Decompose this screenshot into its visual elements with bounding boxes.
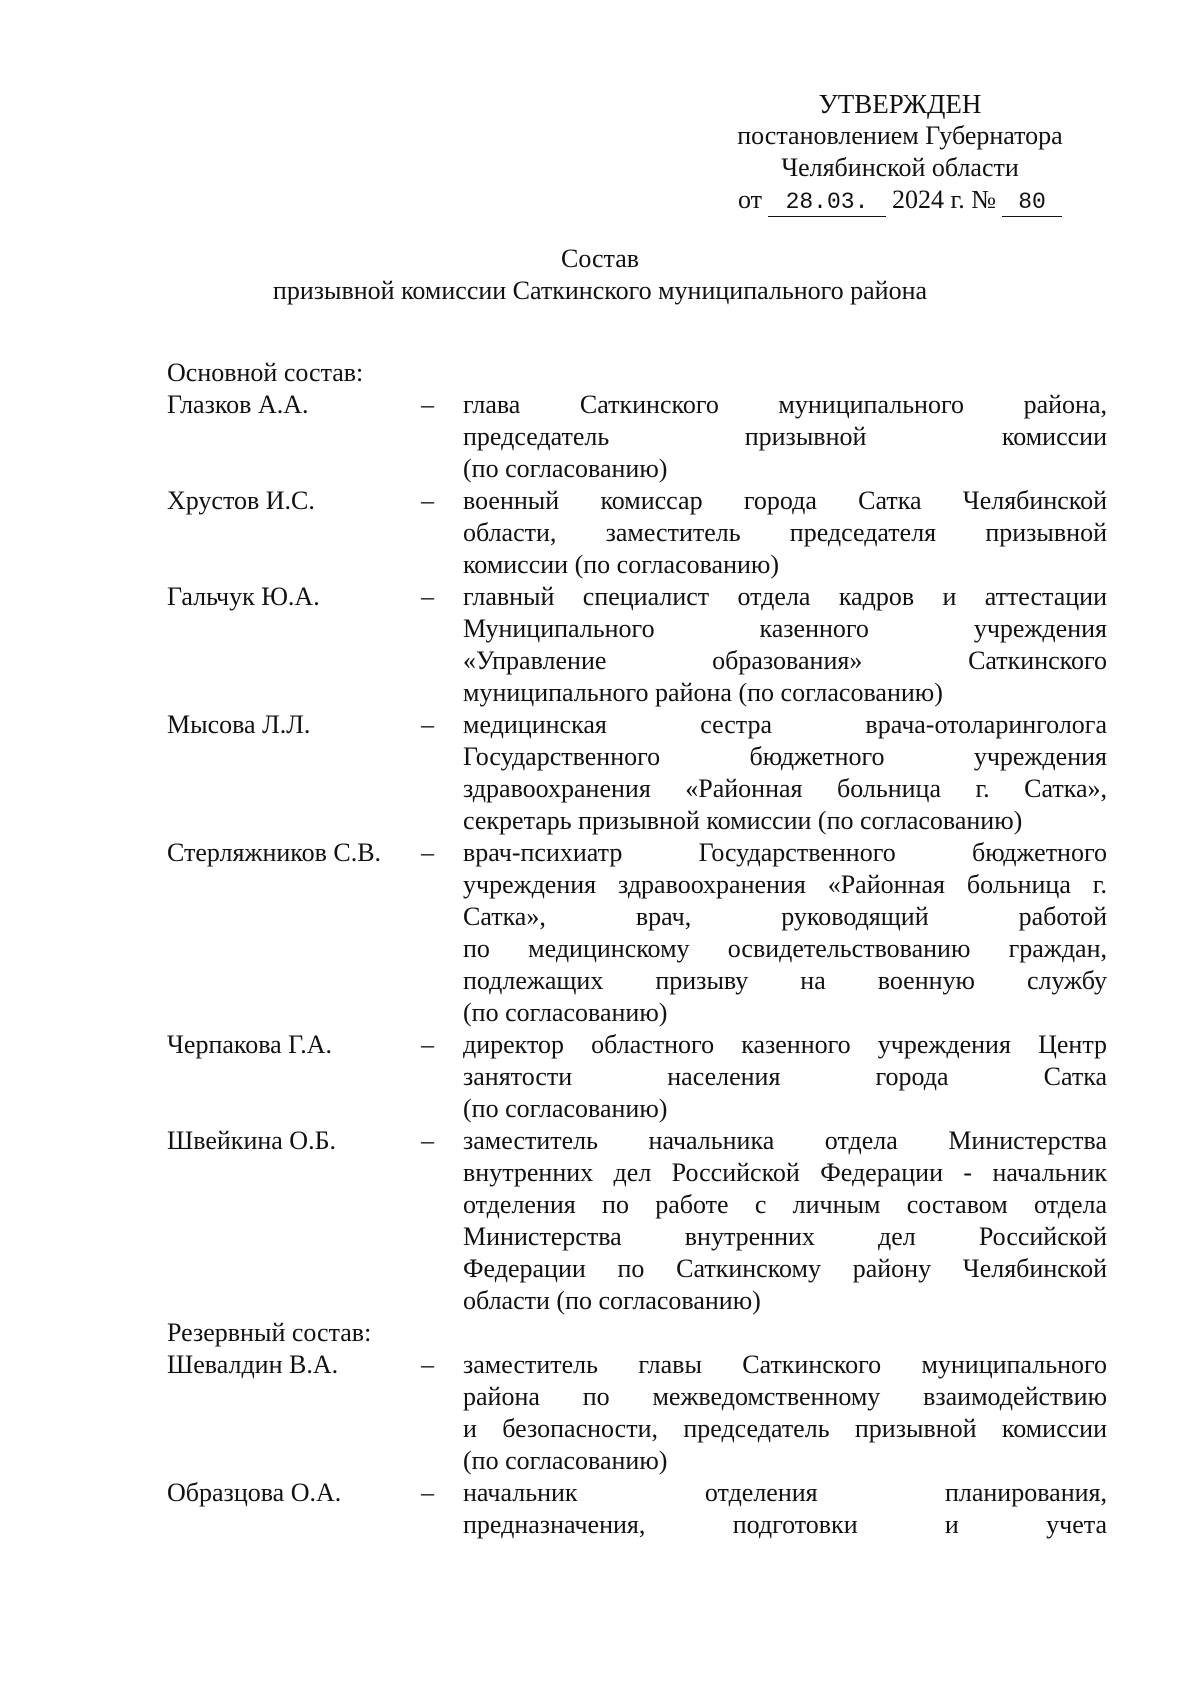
- position-line: Федерации по Саткинскому району Челябинской: [463, 1254, 1107, 1283]
- member-dash: –: [421, 1030, 434, 1059]
- member-name: Гальчук Ю.А.: [167, 582, 320, 611]
- approval-block: [690, 88, 1110, 216]
- member-dash: –: [421, 1126, 434, 1155]
- position-line: председатель призывной комиссии: [463, 422, 1107, 451]
- position-line: области (по согласованию): [463, 1286, 761, 1315]
- member-entry: [167, 1349, 1107, 1477]
- position-line: предназначения, подготовки и учета: [463, 1510, 1107, 1539]
- position-line: подлежащих призыву на военную службу: [463, 966, 1107, 995]
- position-line: по медицинскому освидетельствованию граждан,: [463, 934, 1107, 963]
- member-dash: –: [421, 1478, 434, 1507]
- position-line: занятости населения города Сатка: [463, 1062, 1107, 1091]
- member-entry: [167, 709, 1107, 837]
- member-entry: [167, 837, 1107, 1029]
- member-position: [463, 837, 1107, 1029]
- position-line: директор областного казенного учреждения Центр: [463, 1030, 1107, 1059]
- member-entry: [167, 1029, 1107, 1125]
- member-position: [463, 485, 1107, 581]
- member-position: [463, 581, 1107, 709]
- position-line: врач-психиатр Государственного бюджетного: [463, 838, 1107, 867]
- position-line: здравоохранения «Районная больница г. Сатка»,: [463, 774, 1107, 803]
- member-position: [463, 1477, 1107, 1541]
- member-entry: [167, 1477, 1107, 1541]
- member-position: [463, 1349, 1107, 1477]
- commission-list: [167, 357, 1107, 1541]
- position-line: учреждения здравоохранения «Районная больница г.: [463, 870, 1107, 899]
- reserve-members: [167, 1349, 1107, 1541]
- position-line: отделения по работе с личным составом отдела: [463, 1190, 1107, 1219]
- position-line: и безопасности, председатель призывной комиссии: [463, 1414, 1107, 1443]
- member-position: [463, 1029, 1107, 1125]
- member-dash: –: [421, 390, 434, 419]
- member-position: [463, 709, 1107, 837]
- document-heading: [150, 243, 1050, 307]
- position-line: комиссии (по согласованию): [463, 550, 779, 579]
- main-section-label: Основной состав:: [167, 358, 364, 387]
- position-line: (по согласованию): [463, 1446, 668, 1475]
- position-line: области, заместитель председателя призывной: [463, 518, 1107, 547]
- position-line: (по согласованию): [463, 454, 668, 483]
- main-members: [167, 389, 1107, 1317]
- member-dash: –: [421, 486, 434, 515]
- approval-line-1: постановлением Губернатора: [737, 121, 1063, 150]
- position-line: Сатка», врач, руководящий работой: [463, 902, 1107, 931]
- member-name: Мысова Л.Л.: [167, 710, 311, 739]
- heading-line-1: Состав: [560, 244, 640, 273]
- date-field: 28.03.: [768, 189, 886, 217]
- member-entry: [167, 581, 1107, 709]
- position-line: района по межведомственному взаимодействию: [463, 1382, 1107, 1411]
- position-line: глава Саткинского муниципального района,: [463, 390, 1107, 419]
- member-name: Черпакова Г.А.: [167, 1030, 333, 1059]
- member-position: [463, 389, 1107, 485]
- member-dash: –: [421, 838, 434, 867]
- member-name: Образцова О.А.: [167, 1478, 342, 1507]
- member-name: Глазков А.А.: [167, 390, 309, 419]
- member-name: Швейкина О.Б.: [167, 1126, 337, 1155]
- approval-title: УТВЕРЖДЕН: [818, 89, 982, 119]
- position-line: муниципального района (по согласованию): [463, 678, 943, 707]
- date-prefix: от: [737, 185, 762, 214]
- reserve-section-label: Резервный состав:: [167, 1318, 372, 1347]
- member-entry: [167, 1125, 1107, 1317]
- approval-line-2: Челябинской области: [781, 153, 1019, 182]
- position-line: секретарь призывной комиссии (по согласованию): [463, 806, 1023, 835]
- member-position: [463, 1125, 1107, 1317]
- member-name: Стерляжников С.В.: [167, 838, 382, 867]
- position-line: военный комиссар города Сатка Челябинской: [463, 486, 1107, 515]
- member-entry: [167, 485, 1107, 581]
- member-entry: [167, 389, 1107, 485]
- member-name: Шевалдин В.А.: [167, 1350, 339, 1379]
- position-line: (по согласованию): [463, 1094, 668, 1123]
- position-line: внутренних дел Российской Федерации - начальник: [463, 1158, 1107, 1187]
- position-line: медицинская сестра врача-отоларинголога: [463, 710, 1107, 739]
- position-line: начальник отделения планирования,: [463, 1478, 1107, 1507]
- number-field: 80: [1002, 189, 1062, 217]
- approval-date-line: [690, 184, 1110, 216]
- member-name: Хрустов И.С.: [167, 486, 315, 515]
- member-dash: –: [421, 582, 434, 611]
- position-line: Государственного бюджетного учреждения: [463, 742, 1107, 771]
- member-dash: –: [421, 1350, 434, 1379]
- heading-line-2: призывной комиссии Саткинского муниципального района: [272, 276, 928, 305]
- position-line: заместитель главы Саткинского муниципального: [463, 1350, 1107, 1379]
- member-dash: –: [421, 710, 434, 739]
- position-line: Министерства внутренних дел Российской: [463, 1222, 1107, 1251]
- position-line: «Управление образования» Саткинского: [463, 646, 1107, 675]
- position-line: (по согласованию): [463, 998, 668, 1027]
- position-line: главный специалист отдела кадров и аттестации: [463, 582, 1107, 611]
- position-line: заместитель начальника отдела Министерства: [463, 1126, 1107, 1155]
- year-text: 2024 г. №: [891, 185, 997, 214]
- position-line: Муниципального казенного учреждения: [463, 614, 1107, 643]
